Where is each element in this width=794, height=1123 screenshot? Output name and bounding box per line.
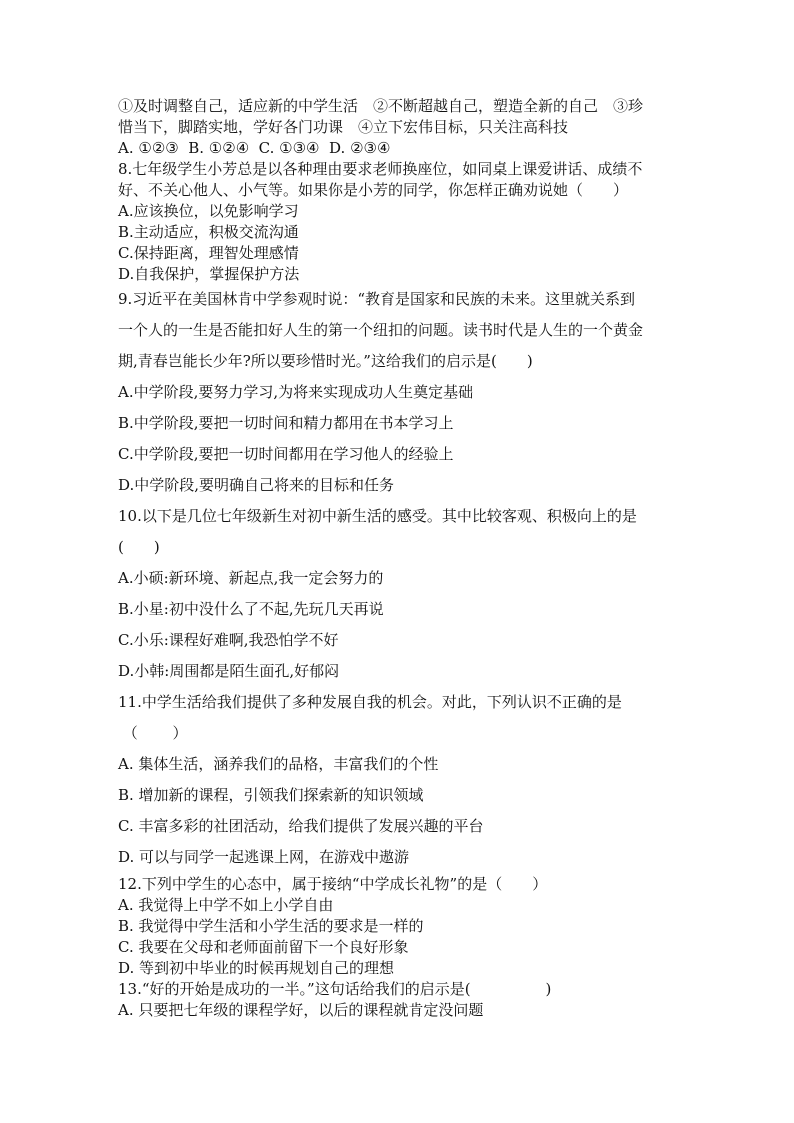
q7-options-line-2: 惜当下，脚踏实地，学好各门功课 ④立下宏伟目标，只关注高科技 xyxy=(118,118,569,136)
q12-option-c: C. 我要在父母和老师面前留下一个良好形象 xyxy=(118,938,409,956)
q8-stem-line-1: 8.七年级学生小芳总是以各种理由要求老师换座位，如同桌上课爱讲话、成绩不 xyxy=(118,160,643,178)
q11-option-a: A. 集体生活，涵养我们的品格，丰富我们的个性 xyxy=(118,755,439,773)
q9-option-d: D.中学阶段,要明确自己将来的目标和任务 xyxy=(118,476,395,494)
q13-option-a: A. 只要把七年级的课程学好，以后的课程就肯定没问题 xyxy=(118,1001,484,1019)
q11-option-d: D. 可以与同学一起逃课上网，在游戏中遨游 xyxy=(118,848,410,866)
question-8 xyxy=(118,159,678,285)
q9-stem-line-3: 期,青春岂能长少年?所以要珍惜时光。”这给我们的启示是( ) xyxy=(118,352,533,370)
q9-option-b: B.中学阶段,要把一切时间和精力都用在书本学习上 xyxy=(118,414,454,432)
q10-option-d: D.小韩:周围都是陌生面孔,好郁闷 xyxy=(118,662,340,680)
q8-option-a: A.应该换位，以免影响学习 xyxy=(118,202,299,220)
exam-page xyxy=(118,96,678,1021)
q12-option-d: D. 等到初中毕业的时候再规划自己的理想 xyxy=(118,959,395,977)
q10-option-c: C.小乐:课程好难啊,我恐怕学不好 xyxy=(118,631,339,649)
question-10 xyxy=(118,506,678,682)
q8-stem-line-2: 好、不关心他人、小气等。如果你是小芳的同学，你怎样正确劝说她（ ） xyxy=(118,181,629,199)
q8-option-b: B.主动适应，积极交流沟通 xyxy=(118,223,299,241)
q9-stem-line-2: 一个人的一生是否能扣好人生的第一个纽扣的问题。读书时代是人生的一个黄金 xyxy=(118,321,644,339)
q10-option-b: B.小星:初中没什么了不起,先玩几天再说 xyxy=(118,600,384,618)
q9-stem-line-1: 9.习近平在美国林肯中学参观时说：“教育是国家和民族的未来。这里就关系到 xyxy=(118,290,635,308)
q12-option-b: B. 我觉得中学生活和小学生活的要求是一样的 xyxy=(118,917,424,935)
q8-option-d: D.自我保护，掌握保护方法 xyxy=(118,265,300,283)
q12-stem: 12.下列中学生的心态中，属于接纳“中学成长礼物”的是（ ） xyxy=(118,875,548,893)
question-13 xyxy=(118,979,678,1021)
q12-option-a: A. 我觉得上中学不如上小学自由 xyxy=(118,896,334,914)
question-11 xyxy=(118,692,678,868)
q11-stem-line-1: 11.中学生活给我们提供了多种发展自我的机会。对此，下列认识不正确的是 xyxy=(118,693,622,711)
q11-stem-line-2: （ ） xyxy=(118,724,188,742)
question-9 xyxy=(118,289,678,496)
q9-option-a: A.中学阶段,要努力学习,为将来实现成功人生奠定基础 xyxy=(118,383,474,401)
q8-option-c: C.保持距离，理智处理感情 xyxy=(118,244,299,262)
q9-option-c: C.中学阶段,要把一切时间都用在学习他人的经验上 xyxy=(118,445,454,463)
q10-stem-line-1: 10.以下是几位七年级新生对初中新生活的感受。其中比较客观、积极向上的是 xyxy=(118,507,637,525)
q11-option-c: C. 丰富多彩的社团活动，给我们提供了发展兴趣的平台 xyxy=(118,817,484,835)
q11-option-b: B. 增加新的课程，引领我们探索新的知识领域 xyxy=(118,786,424,804)
question-12 xyxy=(118,874,678,979)
q10-option-a: A.小硕:新环境、新起点,我一定会努力的 xyxy=(118,569,384,587)
q7-options-line-1: ①及时调整自己，适应新的中学生活 ②不断超越自己，塑造全新的自己 ③珍 xyxy=(118,97,644,115)
q10-stem-line-2: ( ) xyxy=(118,538,160,556)
question-7-tail xyxy=(118,96,678,159)
q7-answer-choices: A. ①②③ B. ①②④ C. ①③④ D. ②③④ xyxy=(118,139,391,157)
q13-stem: 13.“好的开始是成功的一半。”这句话给我们的启示是( ) xyxy=(118,980,552,998)
